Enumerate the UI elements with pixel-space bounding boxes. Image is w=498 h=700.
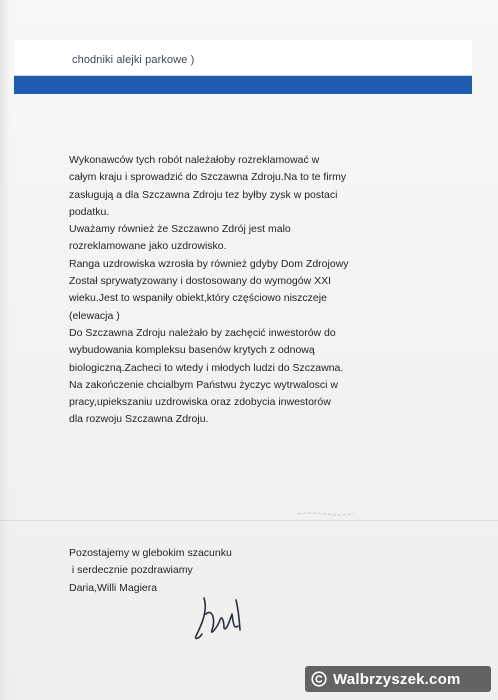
letter-line: Uważamy również że Szczawno Zdrój jest malo [69, 223, 291, 236]
letter-line: dla rozwoju Szczawna Zdroju. [69, 413, 209, 426]
letter-line: biologiczną.Zacheci to wtedy i młodych ludzi do Szczawna. [69, 361, 344, 374]
letter-line: wieku.Jest to wspaniły obiekt,który częściowo niszczeje [69, 292, 327, 305]
page-edge-shadow [0, 0, 10, 700]
letter-line: wybudowania kompleksu basenów krytych z odnową [69, 344, 315, 357]
copyright-icon [311, 671, 327, 687]
letter-line: Na zakończenie chcialbym Państwu życzyc wytrwalosci w [69, 378, 339, 391]
watermark-text: Walbrzyszek.com [333, 670, 461, 688]
letter-line: całym kraju i sprowadzić do Szczawna Zdroju.Na to te firmy [69, 171, 347, 184]
letter-line: Wykonawców tych robót należałoby rozreklamować w [69, 154, 320, 166]
letter-line: Do Szczawna Zdroju należało by zachęcić inwestorów do [69, 326, 336, 339]
signatory-names: Daria,Willi Magiera [69, 581, 158, 594]
letter-line: podatku. [69, 205, 110, 218]
letter-line: Został sprywatyzowany i dostosowany do wymogów XXI [69, 275, 332, 288]
paper-fold-line [0, 520, 498, 521]
letter-body [69, 152, 469, 429]
letter-line: (elewacja ) [69, 309, 120, 322]
closing-line: i serdecznie pozdrawiamy [69, 564, 193, 577]
letter-line: zasługują a dla Szczawna Zdroju tez byłby zysk w postaci [69, 188, 338, 201]
letter-line: rozreklamowane jako uzdrowisko. [69, 240, 227, 253]
letterhead-text: chodniki alejki parkowe ) [72, 54, 195, 66]
handwritten-signature [190, 586, 250, 646]
letter-line: pracy,upiekszaniu uzdrowiska oraz zdobycia inwestorów [69, 396, 331, 409]
faint-scan-mark [296, 510, 356, 518]
site-watermark [305, 666, 491, 692]
letter-line: Ranga uzdrowiska wzrosła by również gdyby Dom Zdrojowy [69, 257, 349, 270]
closing-line: Pozostajemy w glebokim szacunku [69, 547, 232, 559]
